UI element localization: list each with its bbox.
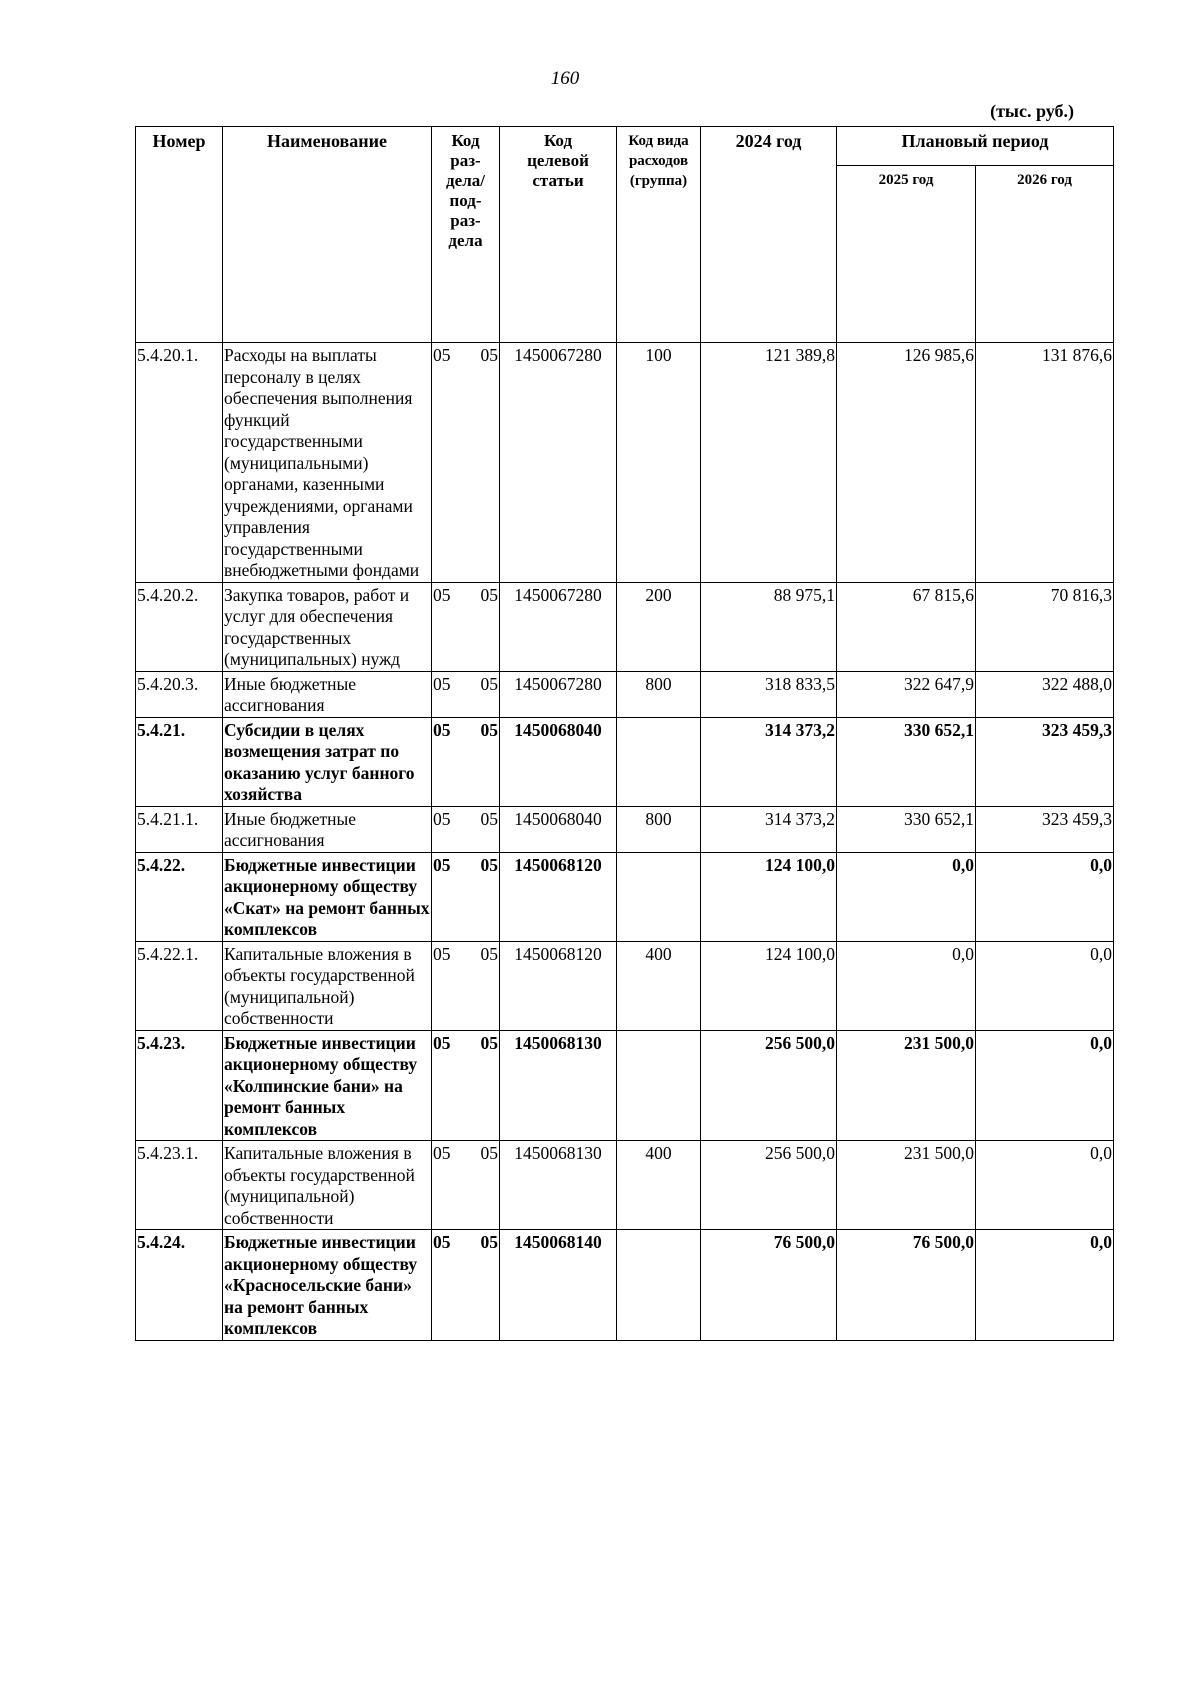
header-year-2024: 2024 год (701, 127, 837, 343)
row-subsection: 05 (480, 808, 498, 829)
row-value-2026: 131 876,6 (976, 343, 1114, 583)
table-row (136, 343, 1114, 583)
row-section: 05 (433, 719, 451, 740)
row-value-2025: 67 815,6 (837, 582, 976, 671)
row-value-2024: 124 100,0 (701, 941, 837, 1030)
table-row (136, 1230, 1114, 1341)
row-target-code: 1450067280 (500, 343, 617, 583)
row-target-code: 1450068040 (500, 806, 617, 852)
row-expense-type: 800 (617, 671, 701, 717)
row-target-code: 1450068130 (500, 1030, 617, 1141)
row-expense-type (617, 1230, 701, 1341)
row-section-code (432, 717, 500, 806)
header-target-code (500, 127, 617, 343)
row-expense-type: 400 (617, 1141, 701, 1230)
row-number: 5.4.24. (136, 1230, 223, 1341)
row-expense-type: 400 (617, 941, 701, 1030)
row-section-code (432, 671, 500, 717)
row-subsection: 05 (480, 1232, 498, 1252)
header-section-code-text: Код раз-дела/ под-раз-дела (446, 131, 485, 250)
row-expense-type: 200 (617, 582, 701, 671)
row-subsection: 05 (480, 719, 498, 740)
row-subsection: 05 (480, 1032, 498, 1053)
row-name: Бюджетные инвестиции акционерному обществу «Красносельские бани» на ремонт банных комплексов (223, 1230, 432, 1341)
row-value-2025: 0,0 (837, 852, 976, 941)
row-value-2024: 314 373,2 (701, 717, 837, 806)
header-year-2026: 2026 год (976, 166, 1114, 343)
row-target-code: 1450068120 (500, 941, 617, 1030)
row-value-2026: 322 488,0 (976, 671, 1114, 717)
row-name: Капитальные вложения в объекты государственной (муниципальной) собственности (223, 941, 432, 1030)
row-expense-type (617, 717, 701, 806)
row-section-code (432, 1141, 500, 1230)
row-value-2026: 0,0 (976, 852, 1114, 941)
row-number: 5.4.20.1. (136, 343, 223, 583)
header-year-2025: 2025 год (837, 166, 976, 343)
row-value-2026: 0,0 (976, 941, 1114, 1030)
row-name: Иные бюджетные ассигнования (223, 806, 432, 852)
row-expense-type: 100 (617, 343, 701, 583)
row-value-2024: 314 373,2 (701, 806, 837, 852)
table-row (136, 806, 1114, 852)
row-target-code: 1450068140 (500, 1230, 617, 1341)
row-target-code: 1450068040 (500, 717, 617, 806)
row-value-2024: 121 389,8 (701, 343, 837, 583)
row-section: 05 (433, 808, 451, 829)
table-row (136, 671, 1114, 717)
row-value-2025: 330 652,1 (837, 806, 976, 852)
row-name: Субсидии в целях возмещения затрат по оказанию услуг банного хозяйства (223, 717, 432, 806)
row-section: 05 (433, 854, 451, 875)
row-section-code (432, 806, 500, 852)
table-row (136, 1141, 1114, 1230)
row-subsection: 05 (480, 345, 498, 365)
row-section-code (432, 1030, 500, 1141)
row-subsection: 05 (480, 673, 498, 694)
header-planned-period: Плановый период (837, 127, 1114, 166)
row-number: 5.4.20.3. (136, 671, 223, 717)
row-section-code (432, 343, 500, 583)
row-value-2026: 0,0 (976, 1030, 1114, 1141)
table-row (136, 582, 1114, 671)
header-section-code (432, 127, 500, 343)
row-target-code: 1450068120 (500, 852, 617, 941)
row-value-2026: 0,0 (976, 1141, 1114, 1230)
row-section: 05 (433, 1143, 451, 1163)
row-number: 5.4.22.1. (136, 941, 223, 1030)
row-section: 05 (433, 673, 451, 694)
row-name: Закупка товаров, работ и услуг для обеспечения государственных (муниципальных) нужд (223, 582, 432, 671)
row-value-2025: 231 500,0 (837, 1141, 976, 1230)
row-section: 05 (433, 943, 451, 964)
table-row (136, 1030, 1114, 1141)
row-name: Иные бюджетные ассигнования (223, 671, 432, 717)
row-value-2025: 126 985,6 (837, 343, 976, 583)
row-section-code (432, 1230, 500, 1341)
table-row (136, 717, 1114, 806)
row-value-2024: 318 833,5 (701, 671, 837, 717)
row-value-2024: 76 500,0 (701, 1230, 837, 1341)
budget-table (135, 126, 1114, 1341)
row-value-2024: 256 500,0 (701, 1141, 837, 1230)
row-section-code (432, 852, 500, 941)
row-number: 5.4.23. (136, 1030, 223, 1141)
row-target-code: 1450067280 (500, 671, 617, 717)
units-label: (тыс. руб.) (990, 101, 1074, 121)
row-number: 5.4.22. (136, 852, 223, 941)
row-expense-type (617, 1030, 701, 1141)
row-value-2026: 0,0 (976, 1230, 1114, 1341)
row-value-2025: 330 652,1 (837, 717, 976, 806)
row-number: 5.4.21. (136, 717, 223, 806)
row-value-2024: 88 975,1 (701, 582, 837, 671)
row-expense-type (617, 852, 701, 941)
row-subsection: 05 (480, 943, 498, 964)
row-value-2026: 70 816,3 (976, 582, 1114, 671)
row-number: 5.4.23.1. (136, 1141, 223, 1230)
row-section: 05 (433, 1032, 451, 1053)
row-value-2026: 323 459,3 (976, 717, 1114, 806)
row-section: 05 (433, 1232, 451, 1252)
table-row (136, 852, 1114, 941)
row-name: Капитальные вложения в объекты государственной (муниципальной) собственности (223, 1141, 432, 1230)
row-target-code: 1450067280 (500, 582, 617, 671)
row-section-code (432, 941, 500, 1030)
row-name: Расходы на выплаты персоналу в целях обеспечения выполнения функций государственными (муниципальными) органами, казенными учреждениями, органами управления государственными внебюджетными фондами (223, 343, 432, 583)
row-subsection: 05 (480, 1143, 498, 1163)
row-section-code (432, 582, 500, 671)
row-value-2026: 323 459,3 (976, 806, 1114, 852)
page-number: 160 (550, 68, 580, 89)
row-value-2024: 124 100,0 (701, 852, 837, 941)
row-value-2024: 256 500,0 (701, 1030, 837, 1141)
header-expense-type-code: Код вида расходов (группа) (617, 127, 701, 343)
row-expense-type: 800 (617, 806, 701, 852)
row-subsection: 05 (480, 584, 498, 605)
row-section: 05 (433, 345, 451, 365)
row-value-2025: 76 500,0 (837, 1230, 976, 1341)
row-value-2025: 0,0 (837, 941, 976, 1030)
row-name: Бюджетные инвестиции акционерному обществу «Скат» на ремонт банных комплексов (223, 852, 432, 941)
row-section: 05 (433, 584, 451, 605)
row-number: 5.4.21.1. (136, 806, 223, 852)
row-subsection: 05 (480, 854, 498, 875)
row-value-2025: 322 647,9 (837, 671, 976, 717)
row-number: 5.4.20.2. (136, 582, 223, 671)
row-name: Бюджетные инвестиции акционерному обществу «Колпинские бани» на ремонт банных комплексов (223, 1030, 432, 1141)
header-name: Наименование (223, 127, 432, 343)
row-value-2025: 231 500,0 (837, 1030, 976, 1141)
row-target-code: 1450068130 (500, 1141, 617, 1230)
table-row (136, 941, 1114, 1030)
header-number: Номер (136, 127, 223, 343)
header-target-code-text: Код целевой статьи (527, 131, 589, 190)
